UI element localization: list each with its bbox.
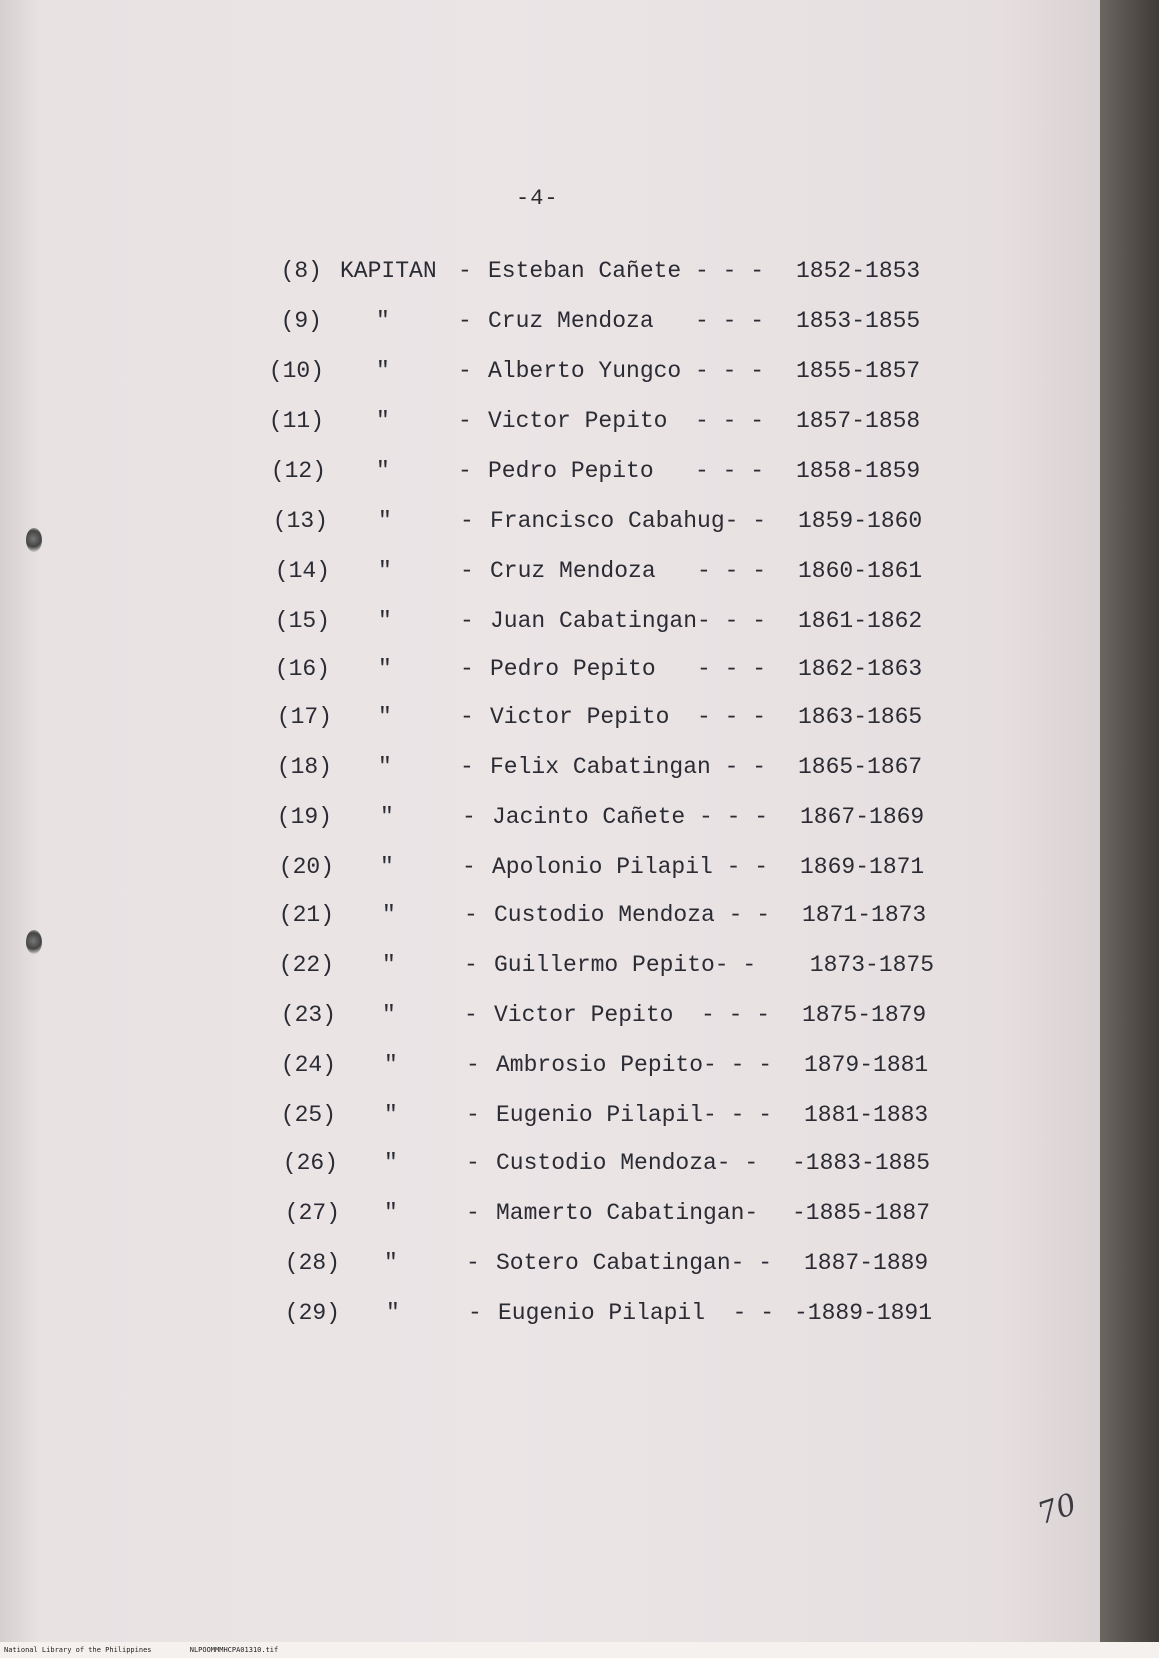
term-years: 1858-1859 <box>796 458 921 484</box>
official-name: Felix Cabatingan <box>490 754 711 780</box>
ditto-mark: " <box>376 358 390 384</box>
official-entry <box>0 508 1000 548</box>
entry-number: (13) <box>272 508 328 534</box>
official-entry <box>0 258 1000 298</box>
official-name: Victor Pepito <box>490 704 670 730</box>
official-entry <box>0 408 1000 448</box>
entry-title: KAPITAN <box>340 258 437 284</box>
entry-separator: - - <box>724 508 767 534</box>
official-entry <box>0 952 1000 992</box>
official-entry <box>0 358 1000 398</box>
official-entry <box>0 1300 1000 1340</box>
entry-dash: - <box>462 854 476 880</box>
official-name: Custodio Mendoza <box>496 1150 717 1176</box>
entry-separator: - - <box>716 1150 759 1176</box>
entry-separator: - - <box>712 854 769 880</box>
entry-dash: - <box>458 408 472 434</box>
entry-dash: - <box>464 1002 478 1028</box>
official-name: Eugenio Pilapil <box>496 1102 704 1128</box>
ditto-mark: " <box>384 1150 398 1176</box>
entry-number: (16) <box>274 656 330 682</box>
official-entry <box>0 902 1000 942</box>
punch-hole-bottom <box>26 930 42 954</box>
term-years: 1853-1855 <box>796 308 921 334</box>
entry-number: (14) <box>274 558 330 584</box>
ditto-mark: " <box>384 1102 398 1128</box>
entry-separator: - - - <box>697 608 767 634</box>
entry-number: (29) <box>284 1300 340 1326</box>
term-years: 1875-1879 <box>802 1002 927 1028</box>
term-years: 1881-1883 <box>804 1102 929 1128</box>
term-years: 1862-1863 <box>798 656 923 682</box>
entry-separator: - - <box>730 1250 773 1276</box>
footer-library: National Library of the Philippines <box>4 1646 152 1654</box>
entry-dash: - <box>458 258 472 284</box>
entry-separator: - - - <box>655 656 767 682</box>
official-entry <box>0 1052 1000 1092</box>
official-entry <box>0 754 1000 794</box>
ditto-mark: " <box>380 854 394 880</box>
entry-number: (23) <box>280 1002 336 1028</box>
footer-filename: NLPOOMMMHCPA01310.tif <box>189 1646 279 1654</box>
entry-number: (20) <box>278 854 334 880</box>
term-years: 1852-1853 <box>796 258 921 284</box>
entry-number: (25) <box>280 1102 336 1128</box>
official-entry <box>0 1002 1000 1042</box>
official-name: Victor Pepito <box>488 408 668 434</box>
official-name: Sotero Cabatingan <box>496 1250 731 1276</box>
term-years: 1859-1860 <box>798 508 923 534</box>
entry-separator: - - - <box>673 1002 771 1028</box>
ditto-mark: " <box>384 1250 398 1276</box>
official-name: Francisco Cabahug <box>490 508 725 534</box>
ditto-mark: " <box>384 1052 398 1078</box>
entry-separator: - <box>744 1200 759 1226</box>
term-years: -1885-1887 <box>792 1200 931 1226</box>
official-entry <box>0 854 1000 894</box>
entry-separator: - - <box>714 902 771 928</box>
entry-dash: - <box>466 1102 480 1128</box>
official-name: Esteban Cañete <box>488 258 682 284</box>
entry-dash: - <box>466 1150 480 1176</box>
official-entry <box>0 1200 1000 1240</box>
entry-dash: - <box>462 804 476 830</box>
official-name: Cruz Mendoza <box>488 308 654 334</box>
entry-dash: - <box>460 608 474 634</box>
official-name: Eugenio Pilapil <box>498 1300 706 1326</box>
term-years: 1863-1865 <box>798 704 923 730</box>
official-entry <box>0 308 1000 348</box>
entry-number: (9) <box>280 308 322 334</box>
entry-dash: - <box>458 358 472 384</box>
entry-dash: - <box>460 558 474 584</box>
entry-separator: - - - <box>685 804 769 830</box>
official-name: Victor Pepito <box>494 1002 674 1028</box>
term-years: 1873-1875 <box>796 952 935 978</box>
entry-dash: - <box>466 1052 480 1078</box>
ditto-mark: " <box>376 458 390 484</box>
term-years: 1861-1862 <box>798 608 923 634</box>
page-number: -4- <box>516 186 559 211</box>
entry-dash: - <box>460 754 474 780</box>
official-entry <box>0 1250 1000 1290</box>
term-years: 1865-1867 <box>798 754 923 780</box>
ditto-mark: " <box>378 608 392 634</box>
entry-separator: - - - <box>681 358 765 384</box>
scan-background-edge <box>1100 0 1159 1642</box>
entry-dash: - <box>458 308 472 334</box>
entry-number: (17) <box>276 704 332 730</box>
ditto-mark: " <box>384 1200 398 1226</box>
entry-number: (8) <box>280 258 322 284</box>
entry-dash: - <box>460 508 474 534</box>
entry-dash: - <box>466 1250 480 1276</box>
entry-number: (19) <box>276 804 332 830</box>
official-entry <box>0 458 1000 498</box>
official-name: Juan Cabatingan <box>490 608 698 634</box>
ditto-mark: " <box>378 754 392 780</box>
entry-separator: - - - <box>653 308 765 334</box>
entry-separator: - - <box>705 1300 775 1326</box>
official-name: Ambrosio Pepito <box>496 1052 704 1078</box>
official-name: Pedro Pepito <box>488 458 654 484</box>
entry-separator: - - - <box>703 1102 773 1128</box>
official-entry <box>0 1102 1000 1142</box>
official-name: Mamerto Cabatingan <box>496 1200 745 1226</box>
official-name: Guillermo Pepito <box>494 952 715 978</box>
entry-separator: - - <box>714 952 757 978</box>
entry-number: (12) <box>270 458 326 484</box>
ditto-mark: " <box>380 804 394 830</box>
term-years: 1860-1861 <box>798 558 923 584</box>
entry-dash: - <box>464 952 478 978</box>
term-years: -1883-1885 <box>792 1150 931 1176</box>
entry-number: (27) <box>284 1200 340 1226</box>
entry-dash: - <box>458 458 472 484</box>
ditto-mark: " <box>386 1300 400 1326</box>
term-years: 1857-1858 <box>796 408 921 434</box>
ditto-mark: " <box>382 952 396 978</box>
term-years: 1855-1857 <box>796 358 921 384</box>
entry-dash: - <box>466 1200 480 1226</box>
entry-separator: - - - <box>653 458 765 484</box>
entry-number: (24) <box>280 1052 336 1078</box>
entry-separator: - - - <box>703 1052 773 1078</box>
ditto-mark: " <box>382 1002 396 1028</box>
official-name: Cruz Mendoza <box>490 558 656 584</box>
punch-hole-top <box>26 528 42 552</box>
official-name: Jacinto Cañete <box>492 804 686 830</box>
ditto-mark: " <box>376 308 390 334</box>
entry-number: (22) <box>278 952 334 978</box>
ditto-mark: " <box>378 656 392 682</box>
entry-number: (26) <box>282 1150 338 1176</box>
entry-number: (10) <box>268 358 324 384</box>
term-years: 1887-1889 <box>804 1250 929 1276</box>
official-entry <box>0 608 1000 648</box>
entry-dash: - <box>460 704 474 730</box>
entry-dash: - <box>464 902 478 928</box>
official-name: Alberto Yungco <box>488 358 682 384</box>
official-name: Apolonio Pilapil <box>492 854 713 880</box>
official-entry <box>0 704 1000 744</box>
term-years: 1869-1871 <box>800 854 925 880</box>
ditto-mark: " <box>378 558 392 584</box>
entry-separator: - - - <box>669 704 767 730</box>
entry-dash: - <box>468 1300 482 1326</box>
entry-number: (28) <box>284 1250 340 1276</box>
official-entry <box>0 1150 1000 1190</box>
entry-dash: - <box>460 656 474 682</box>
entry-separator: - - - <box>681 258 765 284</box>
scan-footer <box>0 1642 1159 1658</box>
entry-separator: - - <box>710 754 767 780</box>
official-entry <box>0 656 1000 696</box>
entry-separator: - - - <box>667 408 765 434</box>
ditto-mark: " <box>382 902 396 928</box>
term-years: 1871-1873 <box>802 902 927 928</box>
term-years: -1889-1891 <box>794 1300 933 1326</box>
entry-number: (11) <box>268 408 324 434</box>
official-entry <box>0 558 1000 598</box>
ditto-mark: " <box>378 508 392 534</box>
ditto-mark: " <box>378 704 392 730</box>
entry-separator: - - - <box>655 558 767 584</box>
term-years: 1867-1869 <box>800 804 925 830</box>
entry-number: (18) <box>276 754 332 780</box>
official-name: Pedro Pepito <box>490 656 656 682</box>
term-years: 1879-1881 <box>804 1052 929 1078</box>
handwritten-page-mark: 70 <box>1033 1486 1081 1533</box>
entry-number: (15) <box>274 608 330 634</box>
official-name: Custodio Mendoza <box>494 902 715 928</box>
official-entry <box>0 804 1000 844</box>
ditto-mark: " <box>376 408 390 434</box>
entry-number: (21) <box>278 902 334 928</box>
